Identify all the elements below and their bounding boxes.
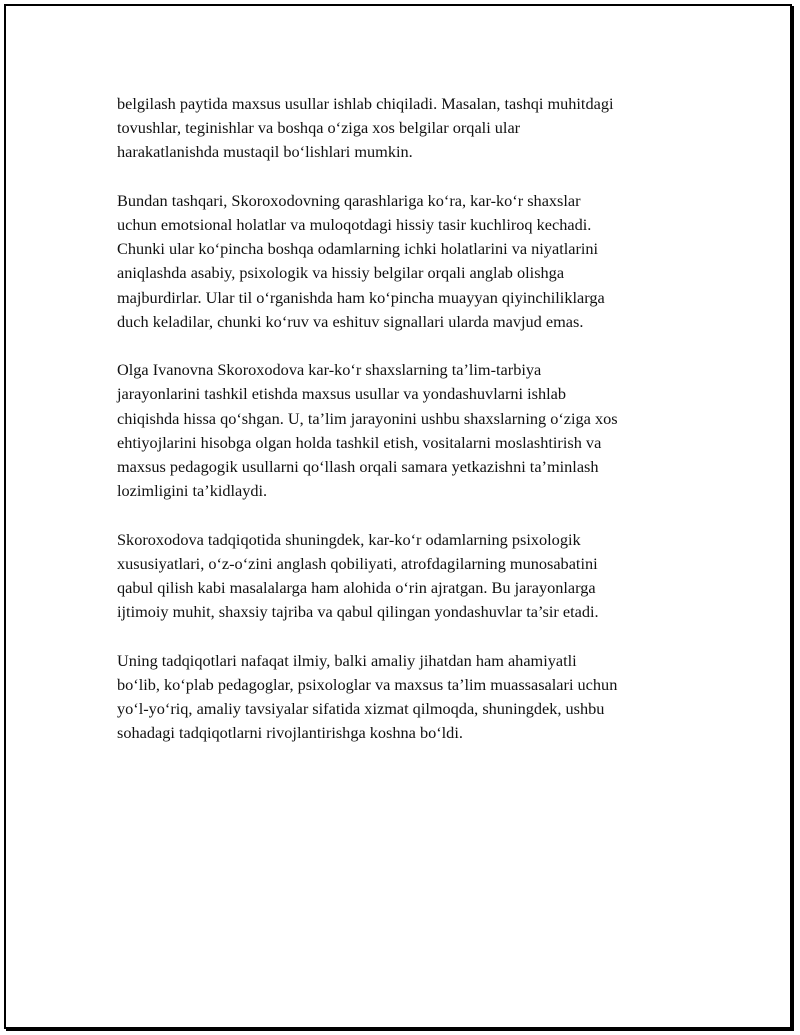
- text-line: majburdirlar. Ular til o‘rganishda ham ko‘pincha muayyan qiyinchiliklarga: [117, 287, 605, 307]
- text-line: lozimligini ta’kidlaydi.: [117, 481, 268, 501]
- text-line: Bundan tashqari, Skoroxodovning qarashlariga ko‘ra, kar-ko‘r shaxslar: [117, 190, 581, 210]
- text-line: ijtimoiy muhit, shaxsiy tajriba va qabul qilingan yondashuvlar ta’sir etadi.: [117, 602, 599, 622]
- text-line: belgilash paytida maxsus usullar ishlab chiqiladi. Masalan, tashqi muhitdagi: [117, 94, 614, 113]
- text-line: duch keladilar, chunki ko‘ruv va eshituv signallari ularda mavjud emas.: [117, 311, 584, 331]
- text-line: bo‘lib, ko‘plab pedagoglar, psixologlar va maxsus ta’lim muassasalari uchun: [117, 674, 618, 694]
- paragraph-1: [117, 92, 697, 165]
- text-line: sohadagi tadqiqotlarni rivojlantirishga koshna bo‘ldi.: [117, 723, 463, 743]
- text-line: yo‘l-yo‘riq, amaliy tavsiyalar sifatida xizmat qilmoqda, shuningdek, ushbu: [117, 699, 605, 719]
- paragraph-5: [117, 649, 697, 746]
- text-line: maxsus pedagogik usullarni qo‘llash orqali samara yetkazishni ta’minlash: [117, 457, 599, 477]
- text-line: chiqishda hissa qo‘shgan. U, ta’lim jarayonini ushbu shaxslarning o‘ziga xos: [117, 408, 618, 428]
- text-line: ehtiyojlarini hisobga olgan holda tashkil etish, vositalarni moslashtirish va: [117, 432, 602, 452]
- text-line: Olga Ivanovna Skoroxodova kar-ko‘r shaxslarning ta’lim-tarbiya: [117, 360, 542, 380]
- text-line: qabul qilish kabi masalalarga ham alohida o‘rin ajratgan. Bu jarayonlarga: [117, 578, 596, 598]
- paragraph-2: [117, 189, 697, 334]
- text-line: aniqlashda asabiy, psixologik va hissiy belgilar orqali anglab olishga: [117, 263, 565, 283]
- text-line: Uning tadqiqotlari nafaqat ilmiy, balki amaliy jihatdan ham ahamiyatli: [117, 650, 577, 670]
- text-line: harakatlanishda mustaqil bo‘lishlari mumkin.: [117, 142, 413, 162]
- paragraph-3: [117, 358, 697, 503]
- text-line: jarayonlarini tashkil etishda maxsus usullar va yondashuvlarni ishlab: [117, 384, 566, 404]
- document-body: [117, 92, 697, 770]
- text-line: Chunki ular ko‘pincha boshqa odamlarning ichki holatlarini va niyatlarini: [117, 239, 599, 259]
- text-line: tovushlar, teginishlar va boshqa o‘ziga xos belgilar orqali ular: [117, 118, 521, 138]
- paragraph-4: [117, 528, 697, 625]
- text-line: Skoroxodova tadqiqotida shuningdek, kar-ko‘r odamlarning psixologik: [117, 529, 581, 549]
- text-line: uchun emotsional holatlar va muloqotdagi hissiy tasir kuchliroq kechadi.: [117, 215, 592, 234]
- text-line: xususiyatlari, o‘z-o‘zini anglash qobiliyati, atrofdagilarning munosabatini: [117, 553, 598, 573]
